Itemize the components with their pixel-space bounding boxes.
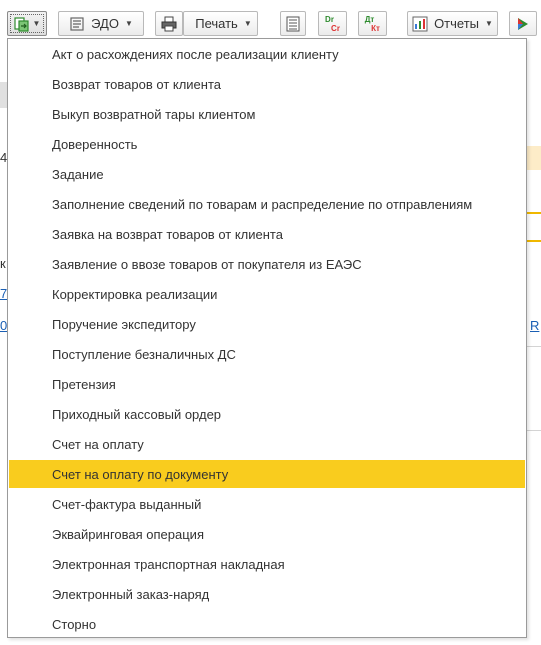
chevron-down-icon: ▼ [243,19,252,28]
background-text-4: 4 [0,150,8,165]
chevron-down-icon: ▼ [124,19,133,28]
background-yellow-line-2 [527,240,541,242]
menu-item[interactable]: Эквайринговая операция [52,526,204,542]
create-based-on-icon [14,16,30,32]
menu-item[interactable]: Задание [52,166,104,182]
menu-item[interactable]: Акт о расхождениях после реализации клиенту [52,46,339,62]
create-based-on-dropdown [7,38,527,638]
dr-cr-button[interactable] [318,11,347,36]
menu-item[interactable]: Возврат товаров от клиента [52,76,222,92]
print-icon-button[interactable] [155,11,183,36]
cr-label: Cr [331,23,340,33]
print-button[interactable] [183,11,258,36]
edo-button[interactable] [58,11,144,36]
reports-label: Отчеты [434,16,479,31]
list-icon [286,16,300,32]
background-yellow-line [527,212,541,214]
menu-item[interactable]: Заполнение сведений по товарам и распределение по отправлениям [52,196,473,212]
background-link-7[interactable]: 7 [0,286,8,301]
menu-item[interactable]: Заявка на возврат товаров от клиента [52,226,283,242]
reports-button[interactable] [407,11,498,36]
menu-item[interactable]: Счет на оплату [52,436,144,452]
reports-icon [412,16,428,32]
dr-label: Dr [325,14,334,24]
background-text-k: к [0,256,6,271]
edo-label: ЭДО [91,16,119,31]
printer-icon [161,16,177,32]
menu-item[interactable]: Электронная транспортная накладная [52,556,285,572]
send-arrow-icon [515,16,531,32]
background-link-r[interactable]: R [530,318,540,333]
chevron-down-icon: ▼ [485,19,493,28]
background-divider-2 [527,430,541,431]
menu-item[interactable]: Доверенность [52,136,138,152]
menu-item[interactable]: Претензия [52,376,116,392]
menu-item[interactable]: Поручение экспедитору [52,316,196,332]
background-link-0[interactable]: 0 [0,318,8,333]
menu-item[interactable]: Корректировка реализации [52,286,218,302]
background-highlight-row [527,146,541,170]
menu-item[interactable]: Поступление безналичных ДС [52,346,236,362]
menu-item[interactable]: Выкуп возвратной тары клиентом [52,106,256,122]
create-based-on-button[interactable] [7,11,47,36]
menu-item-selected[interactable]: Счет на оплату по документу [9,460,525,488]
chevron-down-icon: ▼ [32,19,41,28]
menu-item[interactable]: Заявление о ввозе товаров от покупателя из ЕАЭС [52,256,362,272]
background-divider [527,346,541,347]
edo-icon [69,16,85,32]
print-label: Печать [195,16,238,31]
menu-item[interactable]: Электронный заказ-наряд [52,586,210,602]
dt-label: Дт [364,14,375,24]
menu-item[interactable]: Счет-фактура выданный [52,496,202,512]
menu-item[interactable]: Приходный кассовый ордер [52,406,222,422]
dt-kt-button[interactable] [358,11,387,36]
kt-label: Кт [371,23,380,33]
menu-item[interactable]: Сторно [52,616,97,632]
journal-button[interactable] [280,11,306,36]
edo-send-button[interactable] [509,11,537,36]
